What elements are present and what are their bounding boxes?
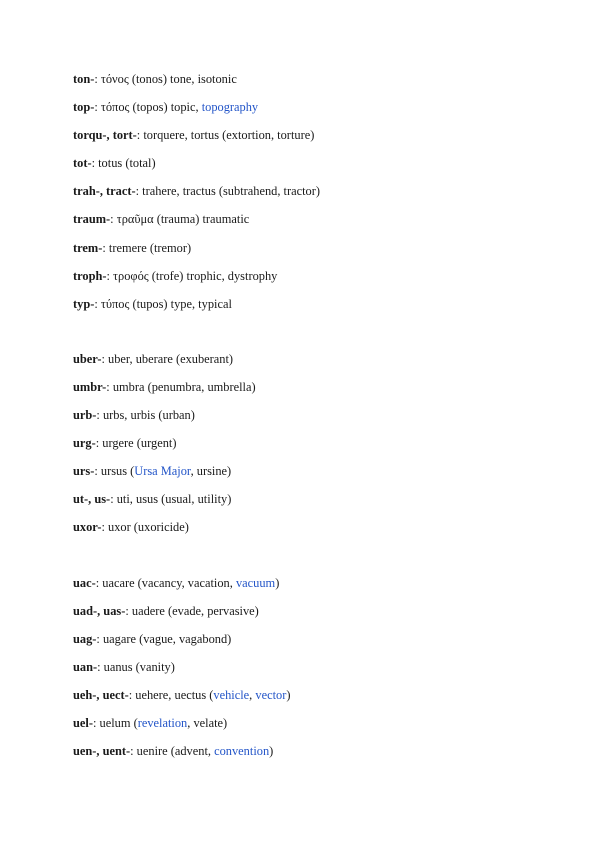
root-term: urs- (73, 464, 95, 479)
root-term: ton- (73, 72, 95, 86)
entry-text: : uelum ( (92, 715, 138, 730)
glossary-entry (73, 462, 583, 490)
hyperlink[interactable]: topography (201, 100, 259, 115)
root-term: uber- (73, 351, 102, 366)
entry-text: : uehere, uectus ( (128, 687, 214, 702)
entry-text: : uber, uberare (exuberant) (101, 351, 234, 366)
glossary-entry (73, 686, 583, 714)
entry-text: ) (269, 744, 274, 759)
glossary-entry (73, 70, 583, 98)
glossary-entry (73, 182, 583, 210)
glossary-entry (73, 742, 583, 770)
glossary-entry (73, 630, 583, 658)
entry-text: : urgere (urgent) (95, 436, 177, 451)
entry-text: : totus (total) (91, 156, 156, 171)
glossary-entry (73, 602, 583, 630)
hyperlink[interactable]: vehicle (213, 687, 250, 702)
entry-text: : ursus ( (94, 464, 135, 479)
glossary-entry (73, 350, 583, 378)
glossary-entry (73, 126, 583, 154)
hyperlink[interactable]: convention (214, 744, 270, 759)
root-term: ueh-, uect- (73, 687, 129, 702)
root-term: uan- (73, 659, 98, 674)
entry-text: : τόνος (tonos) tone, isotonic (94, 72, 237, 86)
hyperlink[interactable]: vacuum (235, 575, 276, 590)
glossary-entry (73, 210, 583, 238)
glossary-entry (73, 714, 583, 742)
entry-text: : trahere, tractus (subtrahend, tractor) (135, 184, 321, 199)
root-term: uag- (73, 631, 97, 646)
entry-text: , (249, 687, 256, 702)
glossary-entry (73, 434, 583, 462)
entry-text: : tremere (tremor) (102, 240, 192, 255)
root-term: uxor- (73, 520, 102, 535)
root-term: ut-, us- (73, 492, 111, 507)
entry-text: , ursine) (190, 464, 232, 479)
root-term: typ- (73, 296, 95, 311)
entry-text: : τύπος (tupos) type, typical (94, 296, 232, 311)
root-term: umbr- (73, 379, 107, 394)
root-term: urb- (73, 408, 97, 423)
entry-text: : uenire (advent, (130, 744, 215, 759)
hyperlink[interactable]: revelation (137, 715, 188, 730)
glossary-entry (73, 154, 583, 182)
root-term: tot- (73, 156, 92, 171)
glossary-entry (73, 658, 583, 686)
entry-text: : uadere (evade, pervasive) (125, 603, 259, 618)
root-term: torqu-, tort- (73, 128, 137, 143)
section-gap (73, 323, 583, 350)
glossary-entry (73, 98, 583, 126)
hyperlink[interactable]: vector (255, 687, 287, 702)
entry-text: ) (275, 575, 280, 590)
entry-text: : τροφός (trofe) trophic, dystrophy (106, 268, 278, 283)
entry-text: : τραῦμα (trauma) traumatic (110, 212, 250, 227)
glossary-entry (73, 378, 583, 406)
entry-text: : umbra (penumbra, umbrella) (106, 379, 256, 394)
entry-text: : τόπος (topos) topic, (94, 100, 202, 115)
root-term: trah-, tract- (73, 184, 136, 199)
entry-text: : uti, usus (usual, utility) (110, 492, 232, 507)
entry-text: : uagare (vague, vagabond) (96, 631, 232, 646)
root-term: traum- (73, 212, 111, 227)
section-gap (73, 547, 583, 574)
root-term: trem- (73, 240, 103, 255)
root-term: urg- (73, 436, 96, 451)
glossary-entry (73, 239, 583, 267)
glossary-entry (73, 267, 583, 295)
entry-text: : uxor (uxoricide) (101, 520, 189, 535)
entry-text: : uanus (vanity) (97, 659, 175, 674)
root-term: troph- (73, 268, 107, 283)
entry-text: : urbs, urbis (urban) (96, 408, 195, 423)
glossary-entry (73, 295, 583, 323)
glossary-entries (73, 70, 583, 770)
root-term: uen-, uent- (73, 744, 131, 759)
glossary-entry (73, 490, 583, 518)
entry-text: , velate) (187, 715, 228, 730)
root-term: uad-, uas- (73, 603, 126, 618)
glossary-entry (73, 574, 583, 602)
root-term: uac- (73, 575, 96, 590)
hyperlink[interactable]: Ursa Major (134, 464, 191, 479)
root-term: top- (73, 100, 95, 115)
entry-text: : uacare (vacancy, vacation, (95, 575, 236, 590)
root-term: uel- (73, 715, 93, 730)
entry-text: : torquere, tortus (extortion, torture) (136, 128, 315, 143)
glossary-entry (73, 518, 583, 546)
glossary-entry (73, 406, 583, 434)
entry-text: ) (286, 687, 291, 702)
